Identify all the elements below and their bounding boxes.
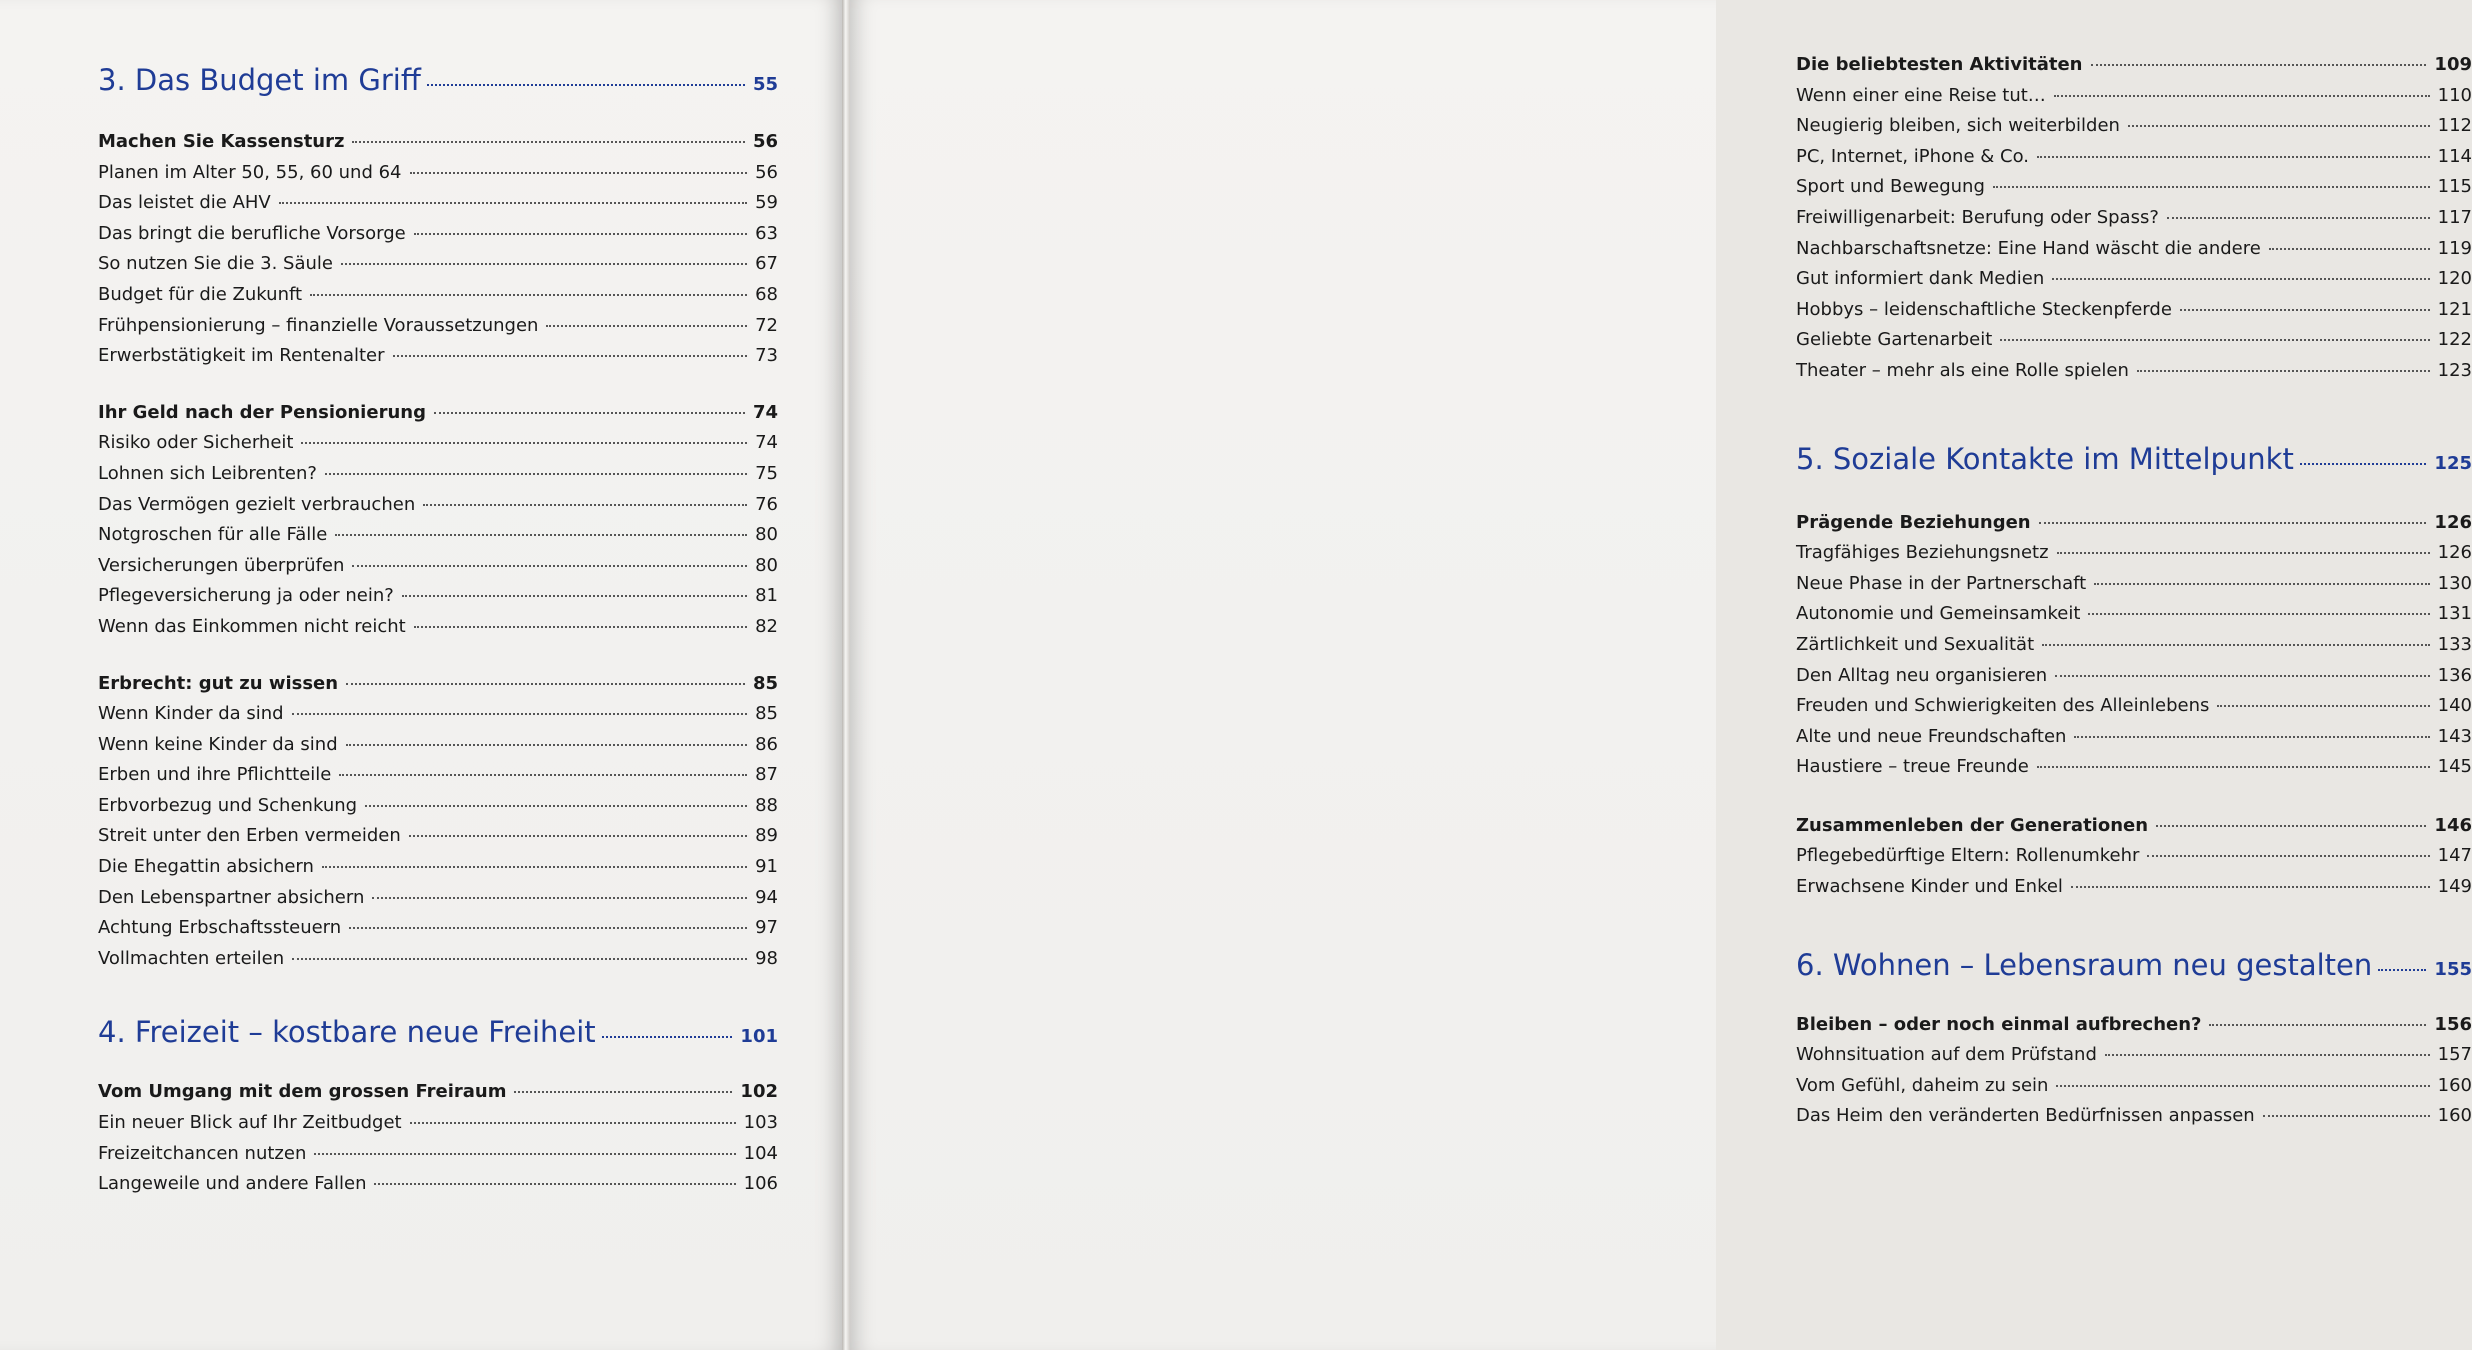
toc-entry-title: Vom Gefühl, daheim zu sein (1796, 1074, 2049, 1096)
toc-entry-title: Den Lebenspartner absichern (98, 886, 365, 908)
chapter-heading (98, 60, 778, 105)
toc-entry-title: Planen im Alter 50, 55, 60 und 64 (98, 161, 402, 183)
toc-entry-title: Autonomie und Gemeinsamkeit (1796, 603, 2081, 625)
toc-entry (1796, 234, 2472, 265)
toc-page-number: 115 (2437, 176, 2472, 198)
dot-leader (2052, 278, 2429, 280)
dot-leader (310, 294, 747, 296)
toc-section-heading (1796, 811, 2472, 842)
toc-entry-title: Lohnen sich Leibrenten? (98, 462, 317, 484)
dot-leader (314, 1153, 735, 1155)
toc-page-number: 59 (755, 192, 778, 214)
toc-page-number: 80 (755, 524, 778, 546)
dot-leader (414, 626, 747, 628)
dot-leader (410, 172, 748, 174)
dot-leader (427, 84, 745, 86)
toc-page-number: 130 (2437, 572, 2472, 594)
dot-leader (346, 744, 747, 746)
toc-group (98, 398, 778, 643)
toc-entry-title: Neugierig bleiben, sich weiterbilden (1796, 115, 2120, 137)
dot-leader (352, 565, 747, 567)
toc-entry (98, 1108, 778, 1139)
dot-leader (2128, 125, 2430, 127)
toc-page-number: 121 (2437, 298, 2472, 320)
chapter-title: 5. Soziale Kontakte im Mittelpunkt (1796, 441, 2294, 476)
toc-section-heading (1796, 50, 2472, 81)
dot-leader (2209, 1024, 2426, 1026)
toc-entry (98, 730, 778, 761)
dot-leader (2105, 1054, 2430, 1056)
dot-leader (2180, 309, 2430, 311)
toc-entry-title: Hobbys – leidenschaftliche Steckenpferde (1796, 298, 2172, 320)
toc-section-heading (98, 669, 778, 700)
dot-leader (393, 355, 748, 357)
dot-leader (546, 325, 747, 327)
toc-entry (1796, 1040, 2472, 1071)
toc-entry-title: Die beliebtesten Aktivitäten (1796, 54, 2083, 75)
dot-leader (2056, 1085, 2429, 1087)
toc-right-column (1796, 50, 2472, 1132)
toc-entry (98, 821, 778, 852)
toc-entry-title: Erbvorbezug und Schenkung (98, 794, 358, 816)
toc-page-number: 133 (2437, 633, 2472, 655)
toc-entry-title: Budget für die Zukunft (98, 283, 303, 305)
dot-leader (292, 713, 748, 715)
toc-page-number: 103 (743, 1112, 778, 1134)
toc-entry-title: PC, Internet, iPhone & Co. (1796, 145, 2030, 167)
toc-page-number: 74 (755, 432, 778, 454)
toc-entry (98, 428, 778, 459)
book-gutter (842, 0, 850, 1350)
dot-leader (2269, 248, 2430, 250)
toc-page-number: 120 (2437, 268, 2472, 290)
toc-page-number: 75 (755, 462, 778, 484)
toc-page-number: 85 (755, 703, 778, 725)
dot-leader (372, 897, 747, 899)
toc-page-number: 146 (2434, 814, 2472, 836)
toc-page-number: 74 (752, 401, 778, 423)
toc-page-number: 157 (2437, 1044, 2472, 1066)
toc-entry (98, 249, 778, 280)
toc-page-number: 86 (755, 733, 778, 755)
toc-entry-title: Versicherungen überprüfen (98, 554, 345, 576)
dot-leader (279, 202, 747, 204)
dot-leader (352, 141, 744, 143)
dot-leader (322, 866, 747, 868)
toc-entry-title: Tragfähiges Beziehungsnetz (1796, 542, 2049, 564)
toc-entry-title: Freuden und Schwierigkeiten des Alleinlebens (1796, 695, 2210, 717)
toc-entry (98, 913, 778, 944)
toc-entry-title: Das Heim den veränderten Bedürfnissen anpassen (1796, 1105, 2255, 1127)
toc-entry-title: Risiko oder Sicherheit (98, 432, 294, 454)
toc-entry-title: So nutzen Sie die 3. Säule (98, 253, 333, 275)
toc-entry (1796, 264, 2472, 295)
chapter-page-number: 125 (2434, 452, 2472, 474)
right-page (850, 0, 2472, 1350)
toc-page-number: 56 (755, 161, 778, 183)
toc-entry (98, 1169, 778, 1200)
toc-entry (98, 188, 778, 219)
toc-entry (1796, 172, 2472, 203)
dot-leader (2263, 1115, 2430, 1117)
toc-entry (98, 612, 778, 643)
toc-page-number: 81 (755, 585, 778, 607)
dot-leader (2378, 969, 2426, 971)
toc-entry (1796, 295, 2472, 326)
toc-entry (98, 311, 778, 342)
dot-leader (414, 233, 747, 235)
toc-entry-title: Gut informiert dank Medien (1796, 268, 2045, 290)
toc-entry (1796, 81, 2472, 112)
toc-group (98, 1077, 778, 1199)
toc-left-column (98, 60, 778, 1200)
dot-leader (2000, 339, 2429, 341)
chapter-page-number: 55 (752, 74, 778, 95)
dot-leader (2037, 766, 2430, 768)
toc-entry (1796, 722, 2472, 753)
toc-page-number: 110 (2437, 84, 2472, 106)
toc-page-number: 126 (2434, 511, 2472, 533)
dot-leader (2091, 64, 2427, 66)
dot-leader (349, 927, 747, 929)
toc-group (98, 127, 778, 372)
toc-group (1796, 1010, 2472, 1132)
toc-entry (1796, 142, 2472, 173)
toc-entry (1796, 841, 2472, 872)
toc-group (1796, 811, 2472, 903)
dot-leader (365, 805, 747, 807)
dot-leader (2039, 522, 2427, 524)
toc-entry (1796, 325, 2472, 356)
toc-entry (98, 280, 778, 311)
toc-page-number: 131 (2437, 603, 2472, 625)
toc-page-number: 85 (752, 672, 778, 694)
dot-leader (409, 835, 747, 837)
dot-leader (402, 595, 747, 597)
toc-entry-title: Zärtlichkeit und Sexualität (1796, 633, 2035, 655)
dot-leader (2057, 552, 2430, 554)
toc-entry-title: Prägende Beziehungen (1796, 511, 2031, 533)
dot-leader (2071, 886, 2430, 888)
dot-leader (335, 534, 747, 536)
toc-page-number: 117 (2437, 206, 2472, 228)
toc-page-number: 143 (2437, 725, 2472, 747)
dot-leader (1993, 186, 2430, 188)
toc-entry (98, 490, 778, 521)
toc-entry-title: Geliebte Gartenarbeit (1796, 329, 1993, 351)
toc-page-number: 94 (755, 886, 778, 908)
dot-leader (2156, 825, 2426, 827)
toc-section-heading (98, 398, 778, 429)
dot-leader (434, 412, 745, 414)
toc-entry-title: Freizeitchancen nutzen (98, 1142, 307, 1164)
toc-entry-title: Die Ehegattin absichern (98, 856, 314, 878)
toc-group (1796, 50, 2472, 387)
toc-page-number: 88 (755, 794, 778, 816)
toc-entry (1796, 872, 2472, 903)
dot-leader (325, 473, 747, 475)
dot-leader (514, 1091, 732, 1093)
toc-section-heading (1796, 1010, 2472, 1041)
toc-entry-title: Ein neuer Blick auf Ihr Zeitbudget (98, 1112, 402, 1134)
toc-entry (98, 852, 778, 883)
toc-entry (98, 791, 778, 822)
toc-page-number: 126 (2437, 542, 2472, 564)
toc-entry (98, 760, 778, 791)
toc-entry (1796, 691, 2472, 722)
toc-entry-title: Erwerbstätigkeit im Rentenalter (98, 345, 385, 367)
dot-leader (292, 958, 747, 960)
toc-entry (98, 551, 778, 582)
toc-page-number: 104 (743, 1142, 778, 1164)
toc-entry-title: Machen Sie Kassensturz (98, 131, 345, 152)
toc-page-number: 156 (2434, 1013, 2472, 1035)
toc-entry-title: Ihr Geld nach der Pensionierung (98, 401, 426, 423)
dot-leader (2094, 583, 2429, 585)
toc-entry (98, 944, 778, 975)
toc-page-number: 87 (755, 764, 778, 786)
toc-entry-title: Pflegeversicherung ja oder nein? (98, 585, 394, 607)
toc-page-number: 136 (2437, 664, 2472, 686)
dot-leader (2167, 217, 2430, 219)
toc-entry (98, 158, 778, 189)
toc-section-heading (98, 127, 778, 158)
toc-page-number: 89 (755, 825, 778, 847)
dot-leader (2088, 613, 2429, 615)
chapter-title: 6. Wohnen – Lebensraum neu gestalten (1796, 947, 2373, 982)
toc-entry-title: Nachbarschaftsnetze: Eine Hand wäscht die andere (1796, 237, 2261, 259)
toc-entry-title: Vom Umgang mit dem grossen Freiraum (98, 1081, 507, 1103)
toc-entry-title: Erben und ihre Pflichtteile (98, 764, 332, 786)
toc-entry (1796, 538, 2472, 569)
toc-entry-title: Neue Phase in der Partnerschaft (1796, 572, 2087, 594)
dot-leader (339, 774, 747, 776)
dot-leader (410, 1122, 736, 1124)
toc-page-number: 147 (2437, 845, 2472, 867)
toc-entry-title: Streit unter den Erben vermeiden (98, 825, 401, 847)
toc-entry-title: Wohnsituation auf dem Prüfstand (1796, 1044, 2097, 1066)
toc-entry (1796, 111, 2472, 142)
dot-leader (2054, 95, 2430, 97)
toc-page-number: 102 (740, 1081, 778, 1103)
toc-entry-title: Wenn Kinder da sind (98, 703, 284, 725)
toc-entry-title: Bleiben – oder noch einmal aufbrechen? (1796, 1013, 2202, 1035)
toc-section-heading (1796, 508, 2472, 539)
toc-entry-title: Erbrecht: gut zu wissen (98, 672, 339, 694)
toc-entry (1796, 203, 2472, 234)
toc-entry (98, 459, 778, 490)
toc-page-number: 91 (755, 856, 778, 878)
dot-leader (2147, 855, 2429, 857)
chapter-heading (98, 1012, 778, 1057)
dot-leader (2055, 675, 2430, 677)
toc-entry (1796, 661, 2472, 692)
toc-page-number: 80 (755, 554, 778, 576)
toc-entry-title: Wenn einer eine Reise tut… (1796, 84, 2046, 106)
toc-page-number: 119 (2437, 237, 2472, 259)
toc-page-number: 82 (755, 615, 778, 637)
toc-page-number: 160 (2437, 1074, 2472, 1096)
toc-page-number: 114 (2437, 145, 2472, 167)
dot-leader (374, 1183, 735, 1185)
toc-entry-title: Haustiere – treue Freunde (1796, 756, 2029, 778)
toc-entry-title: Alte und neue Freundschaften (1796, 725, 2067, 747)
dot-leader (423, 504, 747, 506)
toc-entry (1796, 569, 2472, 600)
dot-leader (2037, 156, 2430, 158)
toc-page-number: 73 (755, 345, 778, 367)
toc-page-number: 98 (755, 947, 778, 969)
toc-group (98, 669, 778, 975)
toc-page-number: 63 (755, 222, 778, 244)
toc-entry (1796, 1071, 2472, 1102)
dot-leader (341, 263, 747, 265)
toc-entry (1796, 630, 2472, 661)
toc-entry (98, 219, 778, 250)
dot-leader (2217, 705, 2429, 707)
toc-page-number: 106 (743, 1173, 778, 1195)
dot-leader (346, 683, 745, 685)
toc-entry-title: Pflegebedürftige Eltern: Rollenumkehr (1796, 845, 2140, 867)
toc-page-number: 140 (2437, 695, 2472, 717)
toc-entry-title: Erwachsene Kinder und Enkel (1796, 876, 2063, 898)
toc-entry (1796, 599, 2472, 630)
dot-leader (2300, 463, 2427, 465)
toc-entry (1796, 1101, 2472, 1132)
toc-entry-title: Langeweile und andere Fallen (98, 1173, 367, 1195)
chapter-heading (1796, 945, 2472, 990)
toc-entry-title: Notgroschen für alle Fälle (98, 524, 328, 546)
toc-entry (98, 581, 778, 612)
toc-entry-title: Frühpensionierung – finanzielle Voraussetzungen (98, 314, 539, 336)
dot-leader (2137, 370, 2430, 372)
toc-page-number: 149 (2437, 876, 2472, 898)
toc-entry-title: Wenn das Einkommen nicht reicht (98, 615, 406, 637)
toc-page-number: 76 (755, 493, 778, 515)
dot-leader (602, 1036, 733, 1038)
toc-entry-title: Den Alltag neu organisieren (1796, 664, 2048, 686)
toc-entry-title: Das leistet die AHV (98, 192, 271, 214)
dot-leader (2042, 644, 2429, 646)
toc-entry-title: Sport und Bewegung (1796, 176, 1985, 198)
toc-group (1796, 508, 2472, 783)
toc-page-number: 56 (752, 131, 778, 152)
chapter-title: 4. Freizeit – kostbare neue Freiheit (98, 1015, 596, 1050)
toc-entry (98, 341, 778, 372)
toc-page-number: 97 (755, 917, 778, 939)
toc-entry-title: Das bringt die berufliche Vorsorge (98, 222, 406, 244)
toc-entry-title: Zusammenleben der Generationen (1796, 814, 2149, 836)
toc-entry (1796, 356, 2472, 387)
dot-leader (2074, 736, 2429, 738)
toc-entry (98, 520, 778, 551)
toc-entry-title: Vollmachten erteilen (98, 947, 285, 969)
chapter-page-number: 155 (2434, 958, 2472, 980)
toc-section-heading (98, 1077, 778, 1108)
toc-page-number: 160 (2437, 1105, 2472, 1127)
toc-entry (98, 699, 778, 730)
toc-page-number: 68 (755, 283, 778, 305)
toc-entry (98, 883, 778, 914)
toc-page-number: 112 (2437, 115, 2472, 137)
toc-page-number: 72 (755, 314, 778, 336)
toc-entry (1796, 752, 2472, 783)
left-page (0, 0, 842, 1350)
chapter-title: 3. Das Budget im Griff (98, 63, 421, 97)
toc-entry-title: Achtung Erbschaftssteuern (98, 917, 342, 939)
dot-leader (301, 442, 747, 444)
toc-entry-title: Das Vermögen gezielt verbrauchen (98, 493, 416, 515)
toc-entry (98, 1139, 778, 1170)
chapter-heading (1796, 439, 2472, 484)
toc-page-number: 109 (2434, 54, 2472, 75)
toc-page-number: 145 (2437, 756, 2472, 778)
chapter-page-number: 101 (740, 1026, 778, 1048)
toc-page-number: 67 (755, 253, 778, 275)
toc-page-number: 123 (2437, 359, 2472, 381)
toc-page-number: 122 (2437, 329, 2472, 351)
toc-entry-title: Theater – mehr als eine Rolle spielen (1796, 359, 2129, 381)
toc-entry-title: Freiwilligenarbeit: Berufung oder Spass? (1796, 206, 2159, 228)
toc-entry-title: Wenn keine Kinder da sind (98, 733, 338, 755)
